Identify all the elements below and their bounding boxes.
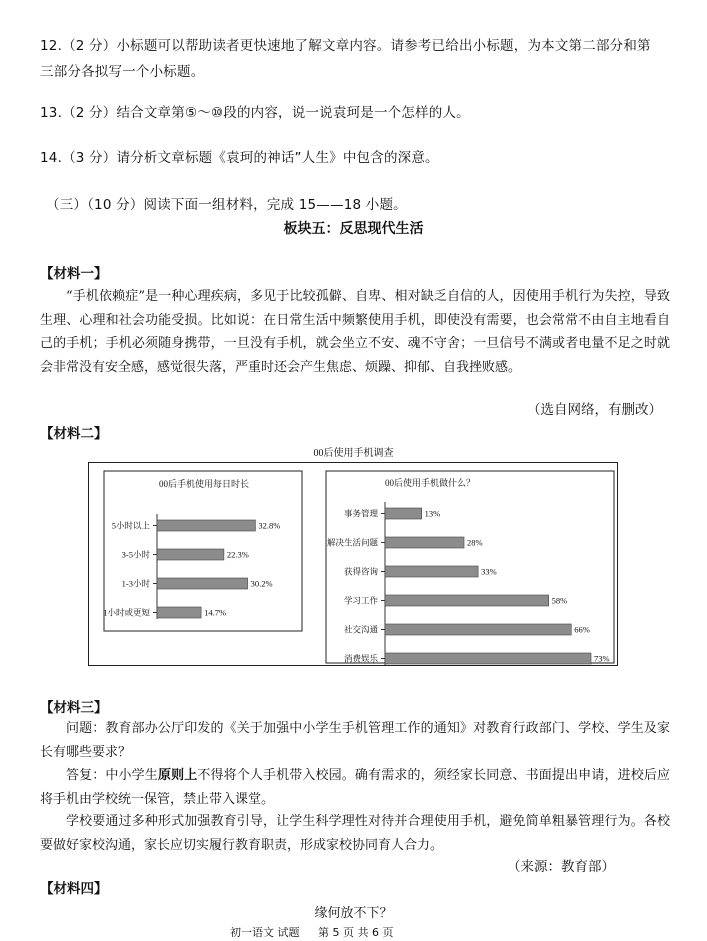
material-3-source: （来源：教育部）	[507, 859, 615, 875]
daily-time-subtitle: 00后手机使用每日时长	[158, 479, 250, 489]
survey-title: 00后使用手机调查	[313, 448, 394, 459]
question-13: 13.（2 分）结合文章第⑤～⑩段的内容，说一说袁珂是一个怎样的人。	[40, 105, 470, 121]
usage-bar	[385, 566, 478, 577]
answer-text-a: 答复：中小学生	[66, 768, 158, 783]
material-1-label: 【材料一】	[40, 266, 108, 282]
usage-value-label: 28%	[467, 537, 483, 548]
survey-chart-svg	[89, 463, 619, 667]
footer-exam: 初一语文 试题	[230, 926, 300, 939]
daily-time-value-label: 14.7%	[204, 607, 227, 618]
question-12	[40, 33, 670, 85]
material-4-title: 缘何放不下？	[314, 906, 393, 921]
material-3-school: 学校要通过多种形式加强教育引导，让学生科学理性对待并合理使用手机，避免简单粗暴管理行为。各校要做好家校沟通，家长应切实履行教育职责，形成家校协同育人合力。	[40, 814, 670, 853]
daily-time-value-label: 32.8%	[258, 520, 281, 531]
daily-time-bar	[157, 607, 201, 618]
usage-value-label: 58%	[551, 595, 568, 606]
usage-bar	[385, 508, 422, 519]
footer-page: 第 5 页 共 6 页	[318, 926, 394, 939]
usage-value-label: 13%	[424, 508, 441, 519]
usage-bar	[385, 537, 464, 548]
usage-category-label: 消费娱乐	[343, 653, 378, 664]
material-3-question: 问题：教育部办公厅印发的《关于加强中小学生手机管理工作的通知》对教育行政部门、学校、学生及家长有哪些要求？	[40, 721, 670, 760]
usage-bars	[327, 502, 610, 665]
daily-time-bar	[157, 578, 248, 589]
daily-time-bar	[157, 549, 224, 560]
usage-category-label: 获得咨询	[343, 566, 378, 577]
material-1-text: “手机依赖症”是一种心理疾病，多见于比较孤僻、自卑、相对缺乏自信的人，因使用手机行为失控，导致生理、心理和社会功能受损。比如说：在日常生活中频繁使用手机，即使没有需要，也会常常不由自主地看自己的手机；手机必须随身携带，一旦没有手机，就会坐立不安、魂不守舍；一旦信号不满或者电量不足之时就会非常没有安全感，感觉很失落，严重时还会产生焦虑、烦躁、抑郁、自我挫败感。	[40, 289, 670, 375]
usage-bar	[385, 653, 591, 664]
material-4-label: 【材料四】	[40, 881, 108, 897]
daily-time-category-label: 5小时以上	[111, 520, 150, 531]
daily-time-bars	[103, 514, 280, 619]
material-2-label: 【材料二】	[40, 426, 108, 442]
material-3-answer	[40, 764, 670, 811]
daily-time-category-label: 1-3小时	[121, 578, 150, 589]
question-12-line2: 三部分各拟写一个小标题。	[40, 64, 205, 80]
daily-time-category-label: 1小时或更短	[103, 607, 150, 618]
usage-subtitle: 00后使用手机做什么？	[385, 478, 476, 488]
section-3-intro: （三）（10 分）阅读下面一组材料，完成 15——18 小题。	[46, 197, 407, 213]
daily-time-category-label: 3-5小时	[121, 549, 150, 560]
usage-value-label: 33%	[481, 566, 497, 577]
usage-category-label: 事务管理	[343, 508, 378, 519]
usage-category-label: 社交沟通	[343, 624, 378, 635]
usage-category-label: 学习工作	[343, 595, 378, 606]
block-title: 板块五：反思现代生活	[283, 221, 424, 237]
question-12-line1: 12.（2 分）小标题可以帮助读者更快速地了解文章内容。请参考已给出小标题，为本文第二部分和第	[40, 38, 651, 54]
usage-value-label: 66%	[574, 624, 590, 635]
answer-text-b: 不得将个人手机带入校园。确有需求的，须经家长同意、书面提出申请，进校后应将手机由学校统一保管，禁止带入课堂。	[40, 768, 670, 807]
usage-value-label: 73%	[594, 653, 610, 664]
usage-bar	[385, 595, 549, 606]
daily-time-value-label: 30.2%	[250, 578, 273, 589]
usage-category-label: 解决生活问题	[326, 537, 378, 548]
material-3-label: 【材料三】	[40, 700, 108, 716]
daily-time-bar	[157, 520, 255, 531]
question-14: 14.（3 分）请分析文章标题《袁珂的神话”人生》中包含的深意。	[40, 150, 439, 166]
usage-bar	[385, 624, 571, 635]
daily-time-value-label: 22.3%	[226, 549, 249, 560]
material-1-source: （选自网络，有删改）	[527, 402, 662, 418]
survey-chart-frame	[88, 462, 618, 666]
answer-bold-principle: 原则上	[157, 768, 198, 783]
